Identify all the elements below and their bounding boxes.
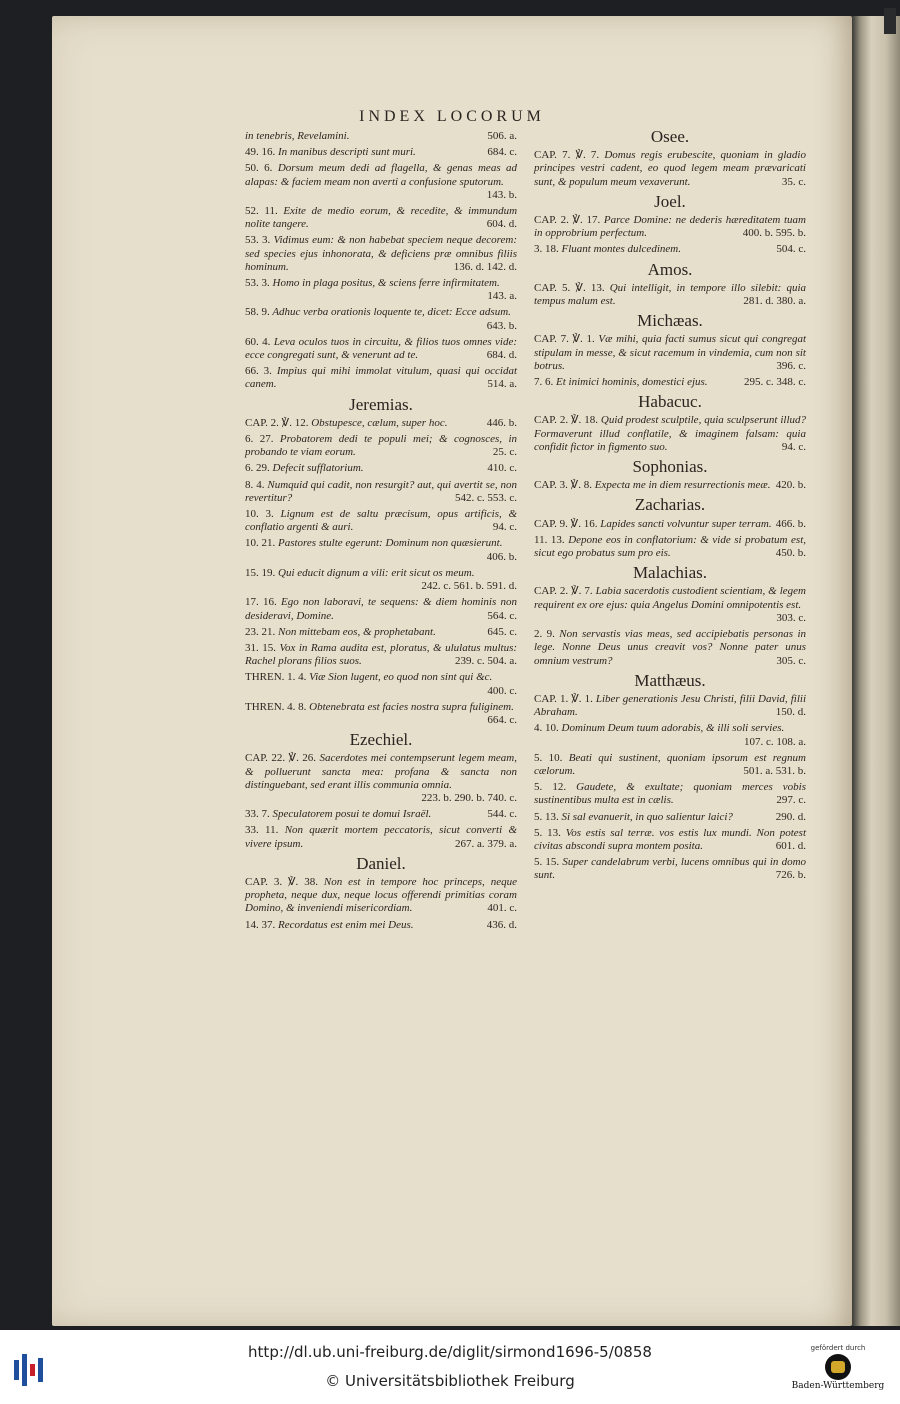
section-heading-malachias: Malachias. xyxy=(632,563,708,583)
entry-page-ref: 239. c. 504. a. xyxy=(454,655,517,668)
entry-page-ref: 401. c. xyxy=(487,902,517,915)
entry-text: Lapides sancti volvuntur super terram. xyxy=(600,517,772,530)
entry-page-ref: 684. d. xyxy=(486,349,517,362)
entry-page-ref: 514. a. xyxy=(487,378,517,391)
entry-text: Dominum Deum tuum adorabis, & illi soli servies. xyxy=(561,722,785,735)
entry-page-ref: 436. d. xyxy=(486,918,517,931)
index-entry xyxy=(534,856,806,882)
entry-reference: 49. 16. xyxy=(245,146,276,159)
section-heading-michaeas: Michæas. xyxy=(637,311,703,331)
entry-reference: 33. 11. xyxy=(245,824,279,837)
entry-reference: 50. 6. xyxy=(245,162,273,175)
entry-reference: 5. 10. xyxy=(534,751,563,764)
baden-wuerttemberg-seal-icon xyxy=(825,1354,851,1380)
entry-page-ref: 446. b. xyxy=(486,416,517,429)
entry-text: Non est in tempore hoc princeps, neque propheta, neque dux, neque locus offerendi primitias coram Domino, & inveniendi misericordiam. xyxy=(245,875,518,915)
index-entry xyxy=(245,752,517,805)
entry-reference: CAP. 7. ℣. 7. xyxy=(534,149,600,162)
entry-page-ref: 396. c. xyxy=(776,359,806,372)
index-entry xyxy=(534,752,806,778)
entry-reference: 23. 21. xyxy=(245,625,276,638)
index-entry xyxy=(245,919,517,932)
entry-text: Probatorem dedi te populi mei; & cognosces, in probando te viam eorum. xyxy=(245,433,518,459)
entry-text: Qui educit dignum a vili: erit sicut os meum. xyxy=(278,566,475,579)
entry-text: Pastores stulte egerunt: Dominum non quæsierunt. xyxy=(278,537,503,550)
index-entry xyxy=(245,537,517,563)
entry-reference: CAP. 3. ℣. 8. xyxy=(534,479,592,492)
entry-page-ref: 410. c. xyxy=(487,462,517,475)
entry-text: Parce Domine: ne dederis hæreditatem tuam in opprobrium perfectum. xyxy=(534,214,806,240)
index-entry xyxy=(245,462,517,475)
index-entry xyxy=(534,243,806,256)
entry-reference: 15. 19. xyxy=(245,566,276,579)
entry-text: Ego non laboravi, te sequens: & diem hominis non desideravi, Domine. xyxy=(245,596,518,622)
index-entry xyxy=(534,781,806,807)
index-entry xyxy=(534,479,806,492)
entry-page-ref: 290. d. xyxy=(775,810,806,823)
entry-text: Dorsum meum dedi ad flagella, & genas meas ad alapas: & faciem meam non averti a confusione sputorum. xyxy=(245,162,518,188)
entry-text: Adhuc verba orationis loquente te, dicet: Ecce adsum. xyxy=(272,306,511,319)
entry-text: Non quærit mortem peccatoris, sicut converti & vivere ipsum. xyxy=(245,824,518,850)
entry-reference: 6. 27. xyxy=(245,433,274,446)
entry-page-ref: 297. c. xyxy=(776,794,806,807)
index-entry xyxy=(245,205,517,231)
section-heading-daniel: Daniel. xyxy=(356,853,406,873)
entry-text: Numquid qui cadit, non resurgit? aut, qui avertit se, non revertitur? xyxy=(245,478,518,504)
entry-reference: 53. 3. xyxy=(245,277,270,290)
entry-page-ref: 143. b. xyxy=(486,188,517,201)
entry-text: Leva oculos tuos in circuitu, & filios tuos omnes vide: ecce congregati sunt, & venerunt ad te. xyxy=(245,335,517,362)
entry-page-ref: 305. c. xyxy=(776,654,806,667)
index-entry xyxy=(534,414,806,454)
index-entry xyxy=(534,827,806,853)
entry-reference: 31. 15. xyxy=(245,641,276,654)
entry-page-ref: 604. d. xyxy=(486,218,517,231)
entry-reference: CAP. 2. ℣. 18. xyxy=(534,414,598,427)
copyright-text: © Universitätsbibliothek Freiburg xyxy=(325,1372,575,1390)
entry-reference: 7. 6. xyxy=(534,376,554,389)
section-heading-habacuc: Habacuc. xyxy=(638,392,702,412)
index-entry xyxy=(245,234,517,274)
entry-text: Expecta me in diem resurrectionis meæ. xyxy=(594,479,771,492)
entry-reference: 60. 4. xyxy=(245,335,271,348)
index-entry xyxy=(534,282,806,308)
footer-bar xyxy=(0,1330,900,1404)
index-entry xyxy=(245,130,517,143)
permalink-url[interactable]: http://dl.ub.uni-freiburg.de/diglit/sirmond1696-5/0858 xyxy=(248,1343,652,1361)
entry-text: Vox in Rama audita est, ploratus, & ululatus multus: Rachel plorans filios suos. xyxy=(245,641,518,668)
entry-page-ref: 400. c. xyxy=(487,684,517,697)
entry-text: Labia sacerdotis custodient scientiam, & legem requirent ex ore ejus: quia Angelus Domini omnipotentis est. xyxy=(534,585,806,611)
entry-reference: 11. 13. xyxy=(534,533,565,546)
entry-page-ref: 664. c. xyxy=(487,713,517,726)
entry-page-ref: 506. a. xyxy=(487,130,517,142)
entry-page-ref: 726. b. xyxy=(775,869,806,882)
entry-page-ref: 136. d. 142. d. xyxy=(453,260,517,273)
entry-reference: CAP. 2. ℣. 7. xyxy=(534,585,593,598)
entry-page-ref: 544. c. xyxy=(487,808,517,821)
index-entry xyxy=(245,808,517,821)
entry-page-ref: 420. b. xyxy=(775,479,806,492)
entry-page-ref: 150. d. xyxy=(775,706,806,719)
entry-page-ref: 223. b. 290. b. 740. c. xyxy=(421,791,517,804)
entry-reference: 5. 13. xyxy=(534,810,559,823)
entry-reference: CAP. 3. ℣. 38. xyxy=(245,875,318,888)
index-entry xyxy=(534,693,806,719)
index-entry xyxy=(245,277,517,303)
entry-text: In manibus descripti sunt muri. xyxy=(278,146,416,159)
entry-reference: 5. 15. xyxy=(534,856,560,869)
sponsor-bottom-text: Baden-Württemberg xyxy=(791,1381,885,1391)
entry-page-ref: 107. c. 108. a. xyxy=(743,735,806,748)
entry-text: Væ mihi, quia facti sumus sicut qui congregat stipulam in messe, & sicut racemum in vindemia, cum non sit botrus. xyxy=(534,333,807,372)
section-heading-osee: Osee. xyxy=(650,127,690,146)
entry-reference: 2. 9. xyxy=(534,628,555,641)
section-heading-jeremias: Jeremias. xyxy=(349,394,413,414)
entry-reference: 33. 7. xyxy=(245,808,270,821)
entry-text: Beati qui sustinent, quoniam ipsorum est regnum cælorum. xyxy=(534,751,806,777)
entry-text: Si sal evanuerit, in quo salientur laici? xyxy=(561,810,733,823)
entry-page-ref: 645. c. xyxy=(487,625,517,638)
index-entry xyxy=(534,628,806,668)
entry-text: Domus regis erubescite, quoniam in gladio principes vestri cadent, eo quod legem meam prævaricati sunt, & populum meum vexaverunt. xyxy=(534,149,806,188)
entry-page-ref: 466. b. xyxy=(775,517,806,530)
entry-reference: 53. 3. xyxy=(245,234,271,247)
entry-text: Obstupesce, cælum, super hoc. xyxy=(311,416,448,429)
entry-reference: 3. 18. xyxy=(534,243,559,256)
entry-reference: CAP. 2. ℣. 12. xyxy=(245,416,309,429)
entry-text: Gaudete, & exultate; quoniam merces vobis sustinentibus multa est in cælis. xyxy=(534,781,807,807)
entry-page-ref: 450. b. xyxy=(775,547,806,560)
entry-text: in tenebris, Revelamini. xyxy=(245,130,350,142)
entry-page-ref: 303. c. xyxy=(776,611,806,624)
entry-page-ref: 643. b. xyxy=(486,319,517,332)
entry-text: Vidimus eum: & non habebat speciem neque decorem: sed species ejus inhonorata, & deficiens præ omnibus filiis hominum. xyxy=(245,234,518,273)
index-entry xyxy=(245,876,517,916)
entry-page-ref: 406. b. xyxy=(486,550,517,563)
page-edge xyxy=(852,16,900,1326)
index-entry xyxy=(245,479,517,505)
index-entry xyxy=(245,162,517,202)
entry-reference: 8. 4. xyxy=(245,478,265,491)
entry-reference: 5. 13. xyxy=(534,826,561,839)
entry-text: Qui intelligit, in tempore illo silebit: quia tempus malum est. xyxy=(534,281,806,308)
index-entry xyxy=(245,642,517,668)
entry-text: Et inimici hominis, domestici ejus. xyxy=(556,376,708,389)
entry-reference: CAP. 2. ℣. 17. xyxy=(534,214,601,227)
page-title: INDEX LOCORUM xyxy=(359,108,545,125)
section-heading-amos: Amos. xyxy=(647,259,693,279)
entry-reference: 6. 29. xyxy=(245,462,270,475)
entry-reference: CAP. 1. ℣. 1. xyxy=(534,692,593,705)
entry-reference: 58. 9. xyxy=(245,306,270,319)
entry-page-ref: 601. d. xyxy=(775,839,806,852)
right-column xyxy=(534,127,807,886)
section-heading-joel: Joel. xyxy=(654,191,686,211)
entry-text: Homo in plaga positus, & sciens ferre infirmitatem. xyxy=(272,277,500,290)
index-entry xyxy=(245,701,517,727)
entry-text: Sacerdotes mei contempserunt legem meam, & polluerunt sancta mea: profana & sancta non distinguebant, sed erant illis communia omnia. xyxy=(245,752,517,791)
index-entry xyxy=(245,626,517,639)
entry-text: Speculatorem posui te domui Israël. xyxy=(272,808,432,821)
entry-text: Non mittebam eos, & prophetabant. xyxy=(278,625,436,638)
index-entry xyxy=(534,811,806,824)
entry-page-ref: 295. c. 348. c. xyxy=(743,376,806,389)
entry-text: Exite de medio eorum, & recedite, & immundum nolite tangere. xyxy=(245,205,518,231)
entry-text: Defecit sufflatorium. xyxy=(272,462,364,475)
entry-page-ref: 25. c. xyxy=(492,446,517,459)
entry-text: Non servastis vias meas, sed accipiebatis personas in lege. Nonne Deus unus creavit vos? Nonne pater unus omnium vestrum? xyxy=(534,628,807,667)
index-entry xyxy=(245,567,517,593)
left-column xyxy=(245,130,517,935)
entry-reference: 4. 10. xyxy=(534,722,559,735)
index-entry xyxy=(245,336,517,362)
entry-reference: CAP. 5. ℣. 13. xyxy=(534,281,605,294)
entry-page-ref: 281. d. 380. a. xyxy=(743,295,806,308)
index-entry xyxy=(534,722,806,748)
entry-page-ref: 94. c. xyxy=(492,521,517,534)
sponsor-logo xyxy=(780,1344,896,1402)
entry-text: Fluant montes dulcedinem. xyxy=(561,243,681,256)
index-entry xyxy=(534,149,806,189)
index-entry xyxy=(245,508,517,534)
section-heading-matthaeus: Matthæus. xyxy=(634,670,706,690)
entry-reference: 5. 12. xyxy=(534,781,567,794)
index-entry xyxy=(245,417,517,430)
index-entry xyxy=(245,433,517,459)
entry-page-ref: 684. c. xyxy=(487,146,517,159)
section-heading-ezechiel: Ezechiel. xyxy=(349,730,413,750)
entry-reference: 14. 37. xyxy=(245,918,276,931)
entry-reference: 17. 16. xyxy=(245,596,277,609)
index-entry xyxy=(245,365,517,391)
entry-text: Quid prodest sculptile, quia sculpserunt illud? Formaverunt illud conflatile, & imaginem falsam: quia confidit fictor in figmento suo. xyxy=(534,414,806,453)
entry-page-ref: 542. c. 553. c. xyxy=(454,491,517,504)
entry-reference: THREN. 4. 8. xyxy=(245,700,307,713)
index-entry xyxy=(534,518,806,531)
entry-page-ref: 143. a. xyxy=(487,290,517,303)
section-heading-sophonias: Sophonias. xyxy=(632,457,708,477)
index-entry xyxy=(534,333,806,373)
entry-text: Obtenebrata est facies nostra supra fuliginem. xyxy=(309,700,514,713)
index-entry xyxy=(534,585,806,625)
entry-text: Viæ Sion lugent, eo quod non sint qui &c. xyxy=(309,671,493,684)
entry-page-ref: 242. c. 561. b. 591. d. xyxy=(421,580,517,593)
entry-text: Lignum est de saltu præcisum, opus artificis, & conflatio argenti & auri. xyxy=(245,508,518,534)
entry-text: Vos estis sal terræ. vos estis lux mundi. Non potest civitas abscondi supra montem posita. xyxy=(534,826,807,852)
index-entry xyxy=(534,534,806,560)
entry-page-ref: 564. c. xyxy=(487,609,517,622)
entry-reference: 52. 11. xyxy=(245,205,278,218)
index-entry xyxy=(245,596,517,622)
entry-page-ref: 267. a. 379. a. xyxy=(454,837,517,850)
entry-page-ref: 94. c. xyxy=(781,440,806,453)
entry-page-ref: 400. b. 595. b. xyxy=(742,227,806,240)
index-entry xyxy=(245,671,517,697)
entry-reference: CAP. 9. ℣. 16. xyxy=(534,517,598,530)
entry-text: Liber generationis Jesu Christi, filii David, filii Abraham. xyxy=(534,692,806,719)
entry-reference: CAP. 22. ℣. 26. xyxy=(245,752,317,765)
entry-text: Depone eos in conflatorium: & vide si probatum est, sicut ego probatus sum pro eis. xyxy=(534,533,807,560)
entry-reference: THREN. 1. 4. xyxy=(245,671,307,684)
edge-strip xyxy=(884,8,896,34)
entry-text: Super candelabrum verbi, lucens omnibus qui in domo sunt. xyxy=(534,856,807,882)
index-entry xyxy=(245,146,517,159)
index-entry xyxy=(534,376,806,389)
entry-reference: 10. 21. xyxy=(245,537,276,550)
index-entry xyxy=(245,306,517,332)
entry-reference: CAP. 7. ℣. 1. xyxy=(534,333,595,346)
entry-reference: 66. 3. xyxy=(245,365,272,378)
entry-page-ref: 501. a. 531. b. xyxy=(743,764,806,777)
index-entry xyxy=(245,824,517,850)
entry-page-ref: 35. c. xyxy=(781,175,806,188)
entry-text: Recordatus est enim mei Deus. xyxy=(278,918,414,931)
entry-text: Impius qui mihi immolat vitulum, quasi qui occidat canem. xyxy=(245,365,518,391)
entry-page-ref: 504. c. xyxy=(776,243,806,256)
entry-reference: 10. 3. xyxy=(245,508,274,521)
index-entry xyxy=(534,214,806,240)
section-heading-zacharias: Zacharias. xyxy=(634,495,706,515)
sponsor-top-text: gefördert durch xyxy=(810,1344,866,1352)
